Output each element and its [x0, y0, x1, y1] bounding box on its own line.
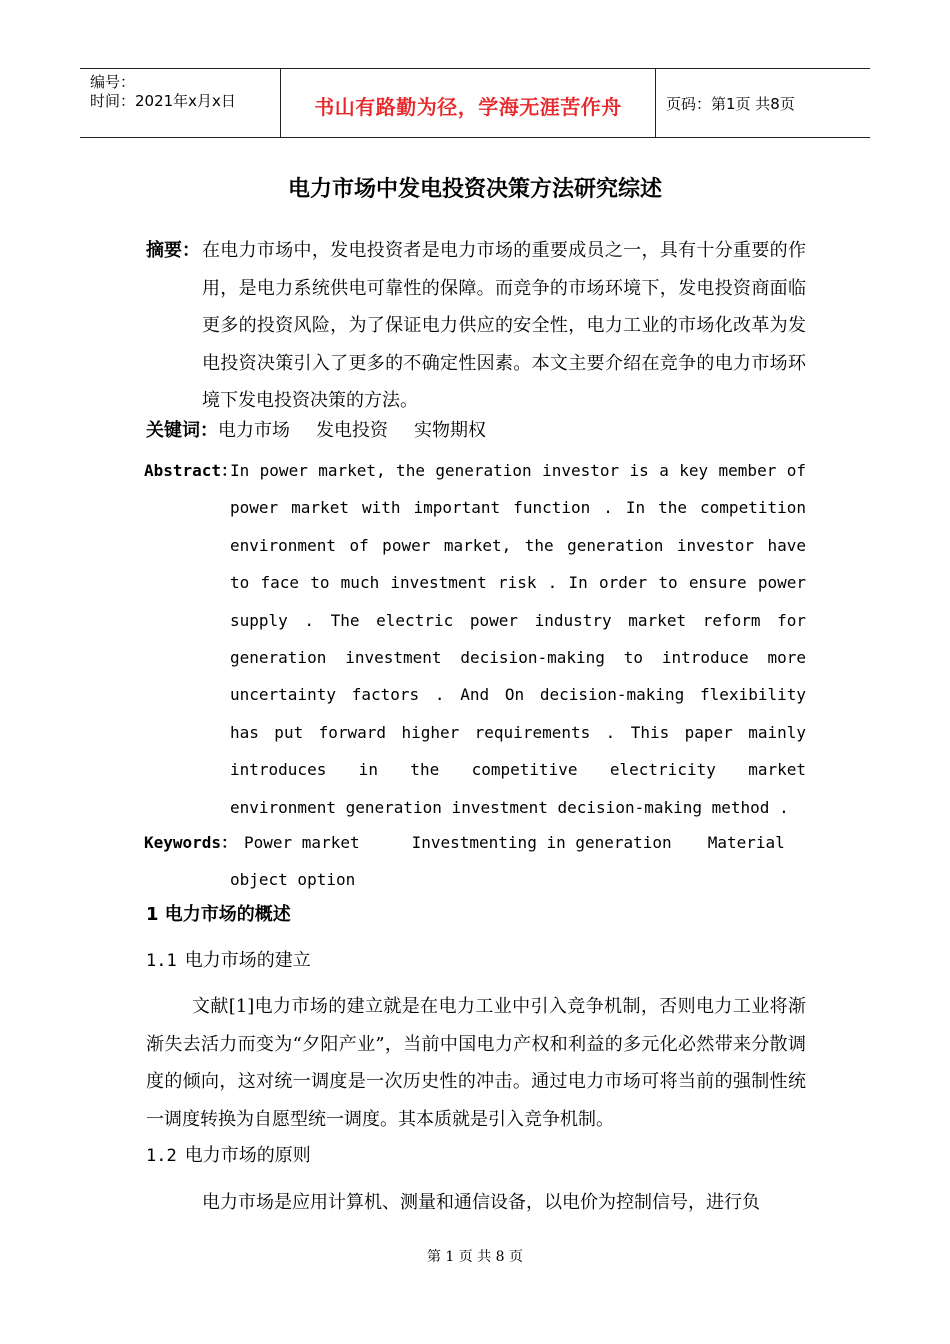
keywords-cn-label: 关键词：	[146, 420, 218, 441]
keyword-en-term: Power market	[244, 833, 360, 852]
page-footer: 第 1 页 共 8 页	[426, 1249, 524, 1265]
subsection-number: 1.2	[146, 1146, 177, 1166]
page-label: 页码：第1页 共8页	[666, 94, 795, 113]
body-paragraph: 电力市场是应用计算机、测量和通信设备，以电价为控制信号，进行负	[202, 1192, 760, 1213]
keywords-en-label: Keywords：	[144, 833, 238, 852]
keyword-cn-term: 发电投资	[316, 420, 388, 441]
header-meta	[80, 69, 280, 137]
header-page-cell	[654, 69, 870, 137]
subsection-title: 电力市场的原则	[184, 1145, 311, 1166]
abstract-cn-text: 在电力市场中，发电投资者是电力市场的重要成员之一，具有十分重要的作用，是电力系统供电可靠性的保障。而竞争的市场环境下，发电投资商面临更多的投资风险，为了保证电力供应的安全性，电力工业的市场化改革为发电投资决策引入了更多的不确定性因素。本文主要介绍在竞争的电力市场环境下发电投资决策的方法。	[202, 240, 806, 411]
keywords-en-text	[230, 824, 806, 899]
subsection-heading	[146, 946, 311, 972]
body-paragraph: 文献[1]电力市场的建立就是在电力工业中引入竞争机制，否则电力工业将渐渐失去活力而变为“夕阳产业”，当前中国电力产权和利益的多元化必然带来分散调度的倾向，这对统一调度是一次历史性的冲击。通过电力市场可将当前的强制性统一调度转换为自愿型统一调度。其本质就是引入竞争机制。	[146, 996, 806, 1130]
abstract-en	[144, 452, 806, 826]
number-label: 编号：	[90, 73, 136, 91]
keyword-cn-term: 电力市场	[218, 420, 290, 441]
section-heading: 1 电力市场的概述	[146, 904, 291, 925]
keywords-cn	[146, 416, 512, 446]
subsection-heading	[146, 1141, 311, 1167]
keyword-en-term: Material object option	[230, 833, 785, 890]
keyword-cn-term: 实物期权	[414, 420, 486, 441]
subsection-number: 1.1	[146, 951, 177, 971]
abstract-en-text: In power market, the generation investor is a key member of power market with important function . In the competition environment of power market, the generation investor have to face to much investment risk . In order to ensure power supply . The electric power industry market reform for generation investment decision-making to introduce more uncertainty factors . And On decision-making flexibility has put forward higher requirements . This paper mainly introduces in the competitive electricity market environment generation investment decision-making method .	[230, 461, 806, 817]
motto: 书山有路勤为径，学海无涯苦作舟	[314, 94, 622, 119]
abstract-cn	[146, 232, 806, 420]
keyword-en-term: Investmenting in generation	[411, 833, 672, 852]
date-label: 时间：2021年x月x日	[90, 92, 236, 110]
abstract-en-label: Abstract：	[144, 461, 238, 480]
abstract-cn-label: 摘要：	[146, 240, 200, 261]
subsection-title: 电力市场的建立	[184, 950, 311, 971]
document-header	[80, 68, 870, 138]
document-title: 电力市场中发电投资决策方法研究综述	[287, 177, 662, 202]
keywords-en	[144, 824, 806, 899]
header-motto-cell	[280, 69, 656, 137]
